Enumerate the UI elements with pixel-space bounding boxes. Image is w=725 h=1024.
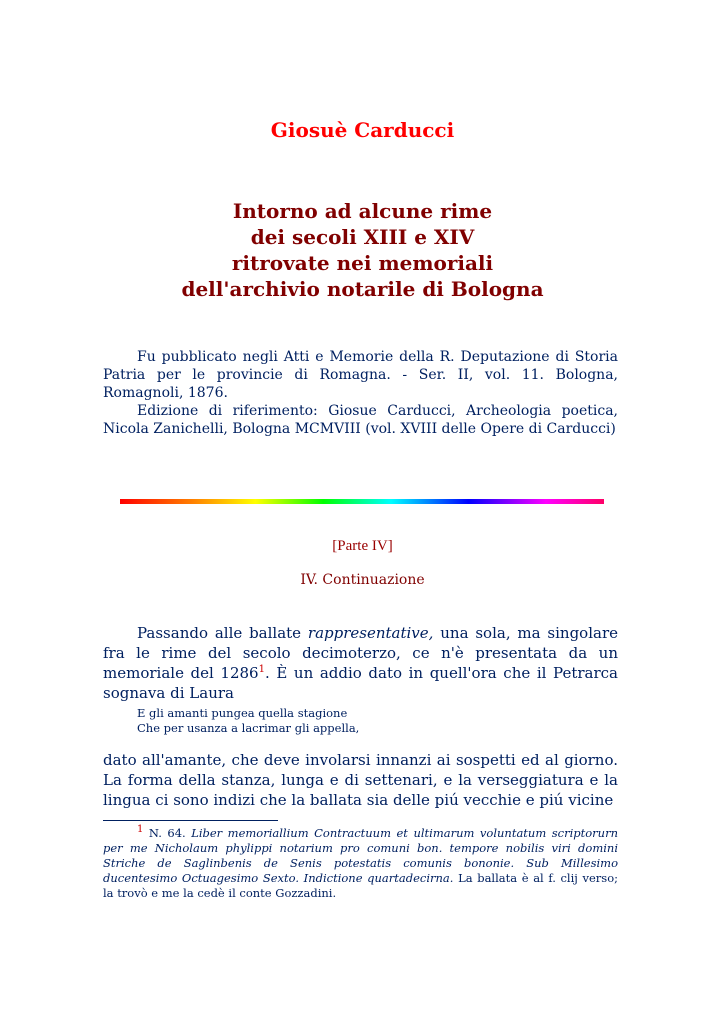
verse-quote: [137, 706, 597, 736]
publication-info: [103, 348, 618, 438]
body-paragraph-1: [103, 623, 618, 703]
footnote-marker: 1: [137, 824, 144, 836]
title-line: dei secoli XIII e XIV: [250, 225, 475, 249]
footnote-latin-citation: Liber memoriallium Contractuum et ultimarum voluntatum scriptorurn per me Nicholaum phylippi notarium pro comuni bon. tempore nobilis viri domini Striche de Saglinbenis de Senis potestatis comunis bononie. Sub Millesimo ducentesimo Octuagesimo Sexto. Indictione quartadecirna.: [103, 826, 618, 885]
body-text-span: una sola, ma singolare fra le rime del secolo decimoterzo, ce n'è presentata da un memoriale del 1286: [103, 624, 618, 682]
title-line: dell'archivio notarile di Bologna: [181, 277, 544, 301]
document-title: [0, 198, 725, 302]
body-text-span: dato all'amante, che deve involarsi innanzi ai sospetti ed al giorno. La forma della stanza, lunga e di settenari, e la verseggiatura e la lingua ci sono indizi che la ballata sia delle piú vecchie e piú vicine: [103, 751, 618, 809]
body-text-span: . È un addio dato in quell'ora che il Petrarca sognava di Laura: [103, 664, 618, 702]
author-name: Giosuè Carducci: [270, 118, 455, 142]
footnote-text: La ballata è al f. clij verso; la trovò e me la cedè il conte Gozzadini.: [103, 871, 618, 900]
publication-note: Fu pubblicato negli Atti e Memorie della R. Deputazione di Storia Patria per le provincie di Romagna. - Ser. II, vol. 11. Bologna, Romagnoli, 1876.: [103, 349, 618, 401]
title-line: ritrovate nei memoriali: [231, 251, 494, 275]
body-text-span: Passando alle ballate: [137, 624, 308, 642]
footnote-reference[interactable]: 1: [258, 664, 265, 675]
part-heading: [Parte IV]: [332, 538, 393, 554]
italic-term: rappresentative,: [307, 624, 434, 642]
footnote-separator: [103, 820, 278, 821]
footnote: [103, 826, 618, 901]
verse-line: E gli amanti pungea quella stagione: [137, 706, 348, 720]
title-line: Intorno ad alcune rime: [232, 199, 493, 223]
rainbow-divider: [120, 499, 604, 504]
footnote-number: N. 64.: [143, 826, 192, 840]
edition-note: Edizione di riferimento: Giosue Carducci, Archeologia poetica, Nicola Zanichelli, Bologna MCMVIII (vol. XVIII delle Opere di Carducci): [103, 403, 618, 437]
verse-line: Che per usanza a lacrimar gli appella,: [137, 721, 360, 735]
body-paragraph-2: [103, 750, 618, 810]
section-subheading: IV. Continuazione: [300, 572, 425, 588]
